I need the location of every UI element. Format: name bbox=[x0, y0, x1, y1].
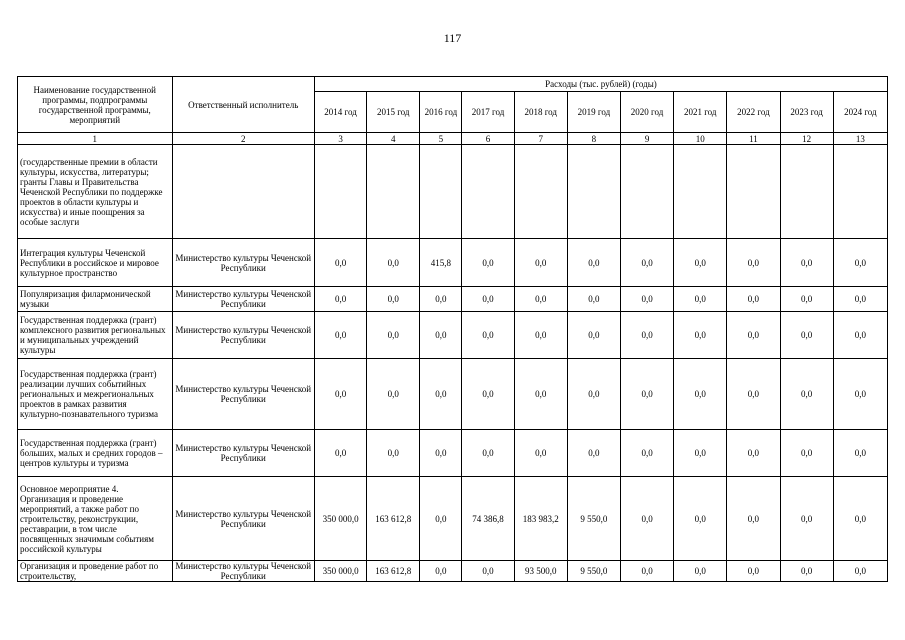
row-value bbox=[314, 145, 366, 239]
row-value: 0,0 bbox=[833, 312, 887, 359]
row-value bbox=[462, 145, 514, 239]
row-value: 0,0 bbox=[674, 359, 727, 430]
row-value: 0,0 bbox=[620, 287, 673, 312]
row-value: 0,0 bbox=[780, 561, 833, 582]
row-executor: Министерство культуры Чеченской Республики bbox=[172, 477, 314, 561]
header-year: 2020 год bbox=[620, 92, 673, 133]
row-value: 0,0 bbox=[514, 359, 567, 430]
row-value: 0,0 bbox=[567, 359, 620, 430]
header-year: 2019 год bbox=[567, 92, 620, 133]
row-value: 0,0 bbox=[833, 239, 887, 287]
row-value: 0,0 bbox=[674, 561, 727, 582]
row-value: 0,0 bbox=[367, 359, 420, 430]
row-value: 0,0 bbox=[780, 239, 833, 287]
row-value: 0,0 bbox=[620, 312, 673, 359]
row-value: 0,0 bbox=[620, 239, 673, 287]
column-number-row bbox=[18, 133, 888, 145]
header-year: 2023 год bbox=[780, 92, 833, 133]
column-number: 6 bbox=[462, 133, 514, 145]
row-value: 0,0 bbox=[727, 430, 780, 477]
row-value: 0,0 bbox=[314, 312, 366, 359]
row-value bbox=[727, 145, 780, 239]
row-value bbox=[780, 145, 833, 239]
row-value: 0,0 bbox=[620, 477, 673, 561]
row-value: 183 983,2 bbox=[514, 477, 567, 561]
row-value: 0,0 bbox=[567, 239, 620, 287]
row-value: 0,0 bbox=[367, 287, 420, 312]
row-value: 0,0 bbox=[780, 359, 833, 430]
row-value: 0,0 bbox=[727, 287, 780, 312]
table-row bbox=[18, 287, 888, 312]
row-value: 0,0 bbox=[780, 287, 833, 312]
column-number: 1 bbox=[18, 133, 173, 145]
page-number: 117 bbox=[443, 31, 462, 45]
row-value: 0,0 bbox=[314, 287, 366, 312]
row-name: Интеграция культуры Чеченской Республики в российское и мировое культурное пространство bbox=[18, 239, 173, 287]
header-year: 2024 год bbox=[833, 92, 887, 133]
row-value: 0,0 bbox=[367, 312, 420, 359]
header-year: 2018 год bbox=[514, 92, 567, 133]
row-value: 0,0 bbox=[833, 477, 887, 561]
row-value: 415,8 bbox=[420, 239, 462, 287]
row-value: 0,0 bbox=[462, 287, 514, 312]
row-value: 0,0 bbox=[727, 359, 780, 430]
row-value: 0,0 bbox=[567, 287, 620, 312]
header-name: Наименование государственной программы, подпрограммы государственной программы, мероприятий bbox=[18, 77, 173, 133]
row-value: 0,0 bbox=[620, 430, 673, 477]
row-value: 0,0 bbox=[833, 359, 887, 430]
row-value: 0,0 bbox=[314, 239, 366, 287]
row-value: 0,0 bbox=[674, 477, 727, 561]
row-value: 163 612,8 bbox=[367, 477, 420, 561]
row-value: 0,0 bbox=[780, 477, 833, 561]
row-value: 0,0 bbox=[833, 287, 887, 312]
row-name: Государственная поддержка (грант) реализации лучших событийных региональных и межрегиональных проектов в рамках развития культурно-познавательного туризма bbox=[18, 359, 173, 430]
column-number: 13 bbox=[833, 133, 887, 145]
row-value: 0,0 bbox=[420, 312, 462, 359]
row-value: 0,0 bbox=[833, 561, 887, 582]
header-year: 2016 год bbox=[420, 92, 462, 133]
row-value: 0,0 bbox=[367, 239, 420, 287]
row-value: 0,0 bbox=[833, 430, 887, 477]
row-value: 0,0 bbox=[514, 287, 567, 312]
row-value bbox=[567, 145, 620, 239]
row-value: 0,0 bbox=[780, 312, 833, 359]
table-row bbox=[18, 430, 888, 477]
row-value: 0,0 bbox=[462, 561, 514, 582]
row-name: (государственные премии в области культуры, искусства, литературы; гранты Главы и Правительства Чеченской Республики по поддержке проектов в области культуры и искусства) и иные поощрения за особые заслуги bbox=[18, 145, 173, 239]
row-value: 0,0 bbox=[620, 359, 673, 430]
row-value: 0,0 bbox=[420, 561, 462, 582]
row-value: 0,0 bbox=[420, 359, 462, 430]
column-number: 8 bbox=[567, 133, 620, 145]
column-number: 3 bbox=[314, 133, 366, 145]
column-number: 2 bbox=[172, 133, 314, 145]
table-row bbox=[18, 359, 888, 430]
column-number: 9 bbox=[620, 133, 673, 145]
header-year: 2021 год bbox=[674, 92, 727, 133]
header-year: 2015 год bbox=[367, 92, 420, 133]
row-name: Популяризация филармонической музыки bbox=[18, 287, 173, 312]
row-value: 350 000,0 bbox=[314, 477, 366, 561]
table-row bbox=[18, 312, 888, 359]
table-body bbox=[18, 145, 888, 582]
table-row bbox=[18, 145, 888, 239]
row-executor: Министерство культуры Чеченской Республики bbox=[172, 287, 314, 312]
row-value: 74 386,8 bbox=[462, 477, 514, 561]
row-value: 0,0 bbox=[462, 312, 514, 359]
row-name: Государственная поддержка (грант) больших, малых и средних городов – центров культуры и туризма bbox=[18, 430, 173, 477]
row-value bbox=[367, 145, 420, 239]
row-value: 350 000,0 bbox=[314, 561, 366, 582]
column-number: 7 bbox=[514, 133, 567, 145]
row-value: 0,0 bbox=[367, 430, 420, 477]
budget-table bbox=[17, 76, 888, 582]
row-value: 0,0 bbox=[462, 239, 514, 287]
column-number: 4 bbox=[367, 133, 420, 145]
header-year: 2014 год bbox=[314, 92, 366, 133]
header-year: 2022 год bbox=[727, 92, 780, 133]
row-executor: Министерство культуры Чеченской Республики bbox=[172, 561, 314, 582]
row-value: 9 550,0 bbox=[567, 477, 620, 561]
row-value: 0,0 bbox=[567, 312, 620, 359]
row-value: 0,0 bbox=[420, 477, 462, 561]
row-value bbox=[514, 145, 567, 239]
row-name: Основное мероприятие 4. Организация и проведение мероприятий, а также работ по строительству, реконструкции, реставрации, в том числе посвященных значимым событиям российской культуры bbox=[18, 477, 173, 561]
row-value: 0,0 bbox=[727, 561, 780, 582]
row-value: 0,0 bbox=[314, 359, 366, 430]
row-value: 0,0 bbox=[780, 430, 833, 477]
row-name: Государственная поддержка (грант) комплексного развития региональных и муниципальных учреждений культуры bbox=[18, 312, 173, 359]
row-value: 0,0 bbox=[727, 239, 780, 287]
column-number: 12 bbox=[780, 133, 833, 145]
row-value: 0,0 bbox=[567, 430, 620, 477]
row-value: 93 500,0 bbox=[514, 561, 567, 582]
header-executor: Ответственный исполнитель bbox=[172, 77, 314, 133]
row-value: 0,0 bbox=[314, 430, 366, 477]
row-value: 0,0 bbox=[462, 430, 514, 477]
header-year: 2017 год bbox=[462, 92, 514, 133]
row-executor: Министерство культуры Чеченской Республики bbox=[172, 239, 314, 287]
row-value: 163 612,8 bbox=[367, 561, 420, 582]
row-value: 0,0 bbox=[727, 312, 780, 359]
table-row bbox=[18, 239, 888, 287]
row-value: 0,0 bbox=[674, 430, 727, 477]
row-executor: Министерство культуры Чеченской Республики bbox=[172, 430, 314, 477]
row-executor: Министерство культуры Чеченской Республики bbox=[172, 312, 314, 359]
row-value: 0,0 bbox=[674, 312, 727, 359]
row-value bbox=[833, 145, 887, 239]
row-value bbox=[674, 145, 727, 239]
row-value: 0,0 bbox=[514, 430, 567, 477]
column-number: 11 bbox=[727, 133, 780, 145]
row-executor bbox=[172, 145, 314, 239]
row-value: 9 550,0 bbox=[567, 561, 620, 582]
row-name: Организация и проведение работ по строительству, bbox=[18, 561, 173, 582]
row-value: 0,0 bbox=[420, 430, 462, 477]
header-expenses: Расходы (тыс. рублей) (годы) bbox=[314, 77, 887, 92]
row-value: 0,0 bbox=[462, 359, 514, 430]
table-row bbox=[18, 561, 888, 582]
row-value: 0,0 bbox=[514, 239, 567, 287]
table-row bbox=[18, 477, 888, 561]
row-value: 0,0 bbox=[420, 287, 462, 312]
row-value: 0,0 bbox=[514, 312, 567, 359]
row-value: 0,0 bbox=[620, 561, 673, 582]
row-value bbox=[620, 145, 673, 239]
row-value: 0,0 bbox=[674, 239, 727, 287]
row-value: 0,0 bbox=[674, 287, 727, 312]
row-executor: Министерство культуры Чеченской Республики bbox=[172, 359, 314, 430]
row-value bbox=[420, 145, 462, 239]
column-number: 10 bbox=[674, 133, 727, 145]
column-number: 5 bbox=[420, 133, 462, 145]
row-value: 0,0 bbox=[727, 477, 780, 561]
